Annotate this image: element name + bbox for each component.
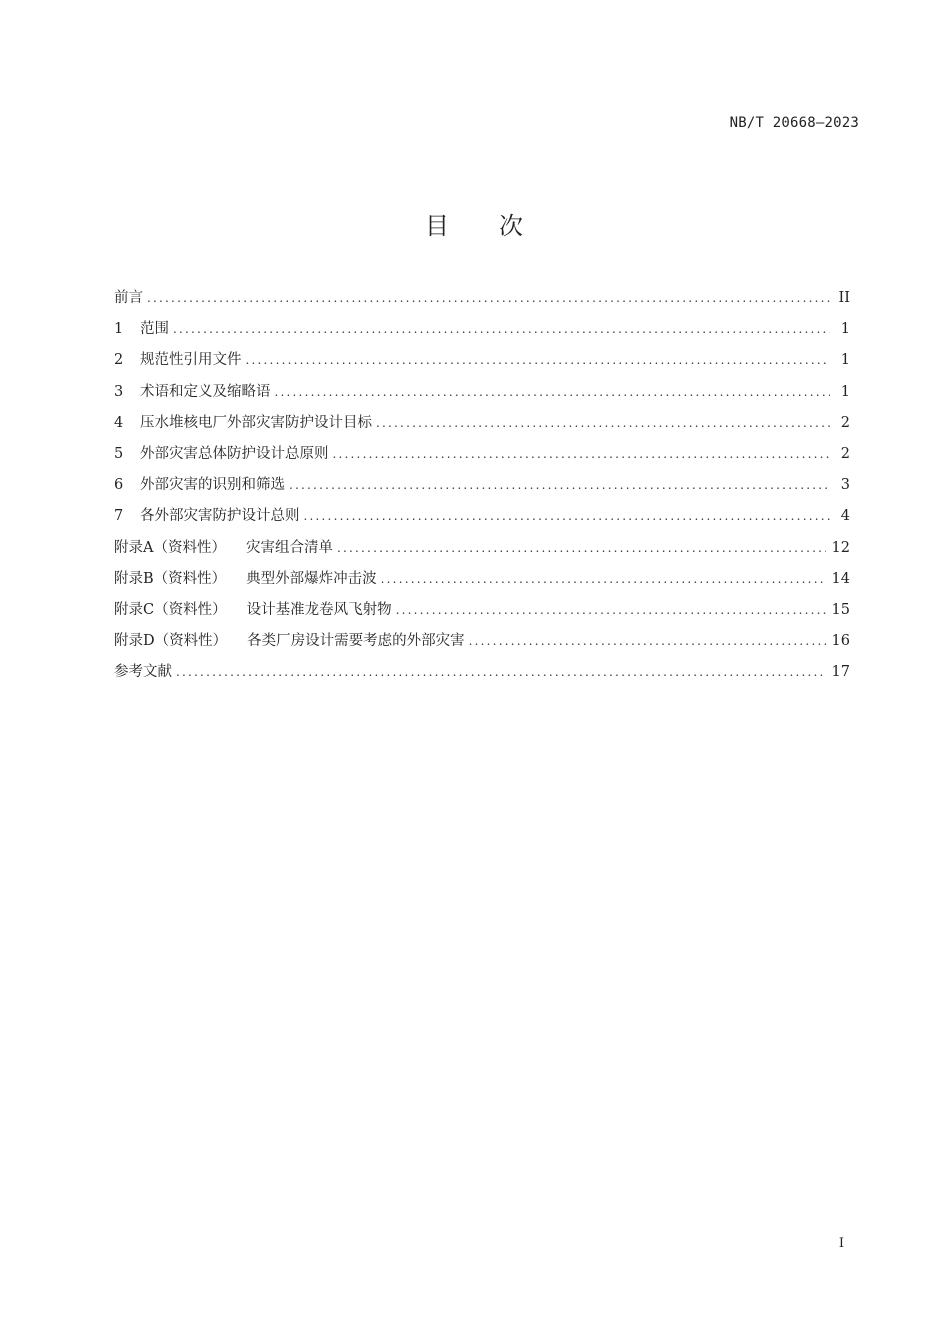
toc-entry-clause-3[interactable] <box>114 379 850 410</box>
toc-dot-leader <box>246 347 831 373</box>
toc-entry-annex-c[interactable] <box>114 597 850 628</box>
toc-entry-label <box>114 535 337 561</box>
toc-entry-bibliography[interactable] <box>114 659 850 690</box>
toc-page-number: 4 <box>840 508 850 525</box>
toc-dot-leader <box>396 597 826 623</box>
toc-entry-clause-7[interactable] <box>114 503 850 534</box>
toc-entry-label: 5 外部灾害总体防护设计总原则 <box>114 441 333 467</box>
page-title <box>0 206 950 241</box>
toc-page-number: 15 <box>831 601 850 618</box>
toc-annex-title: 典型外部爆炸冲击波 <box>246 570 377 587</box>
toc-clause-number: 2 <box>114 352 124 369</box>
toc-dot-leader <box>376 410 830 436</box>
toc-clause-number: 5 <box>114 445 124 462</box>
toc-clause-number: 4 <box>114 414 124 431</box>
toc-annex-code: 附录D（资料性） <box>114 633 228 650</box>
toc-page-number: 3 <box>840 477 850 494</box>
toc-annex-code: 附录B（资料性） <box>114 570 227 587</box>
toc-page-number: 1 <box>840 321 850 338</box>
toc-page-number: 12 <box>831 539 850 556</box>
toc-entry-label <box>114 628 469 654</box>
toc-entry-clause-6[interactable] <box>114 472 850 503</box>
toc-page-number: 1 <box>840 383 850 400</box>
toc-dot-leader <box>173 316 830 342</box>
toc-entry-annex-d[interactable] <box>114 628 850 659</box>
page-title-char-2: 次 <box>499 212 525 240</box>
toc-page-number: 1 <box>840 352 850 369</box>
standard-number: NB/T 20668—2023 <box>729 115 859 131</box>
toc-entry-label: 7 各外部灾害防护设计总则 <box>114 503 304 529</box>
toc-dot-leader <box>381 566 826 592</box>
toc-annex-code: 附录C（资料性） <box>114 601 227 618</box>
toc-dot-leader <box>469 628 826 654</box>
toc-page-number: 2 <box>840 445 850 462</box>
toc-entry-label: 参考文献 <box>114 664 172 681</box>
toc-entry-clause-1[interactable] <box>114 316 850 347</box>
table-of-contents <box>114 285 850 690</box>
toc-entry-label: 4 压水堆核电厂外部灾害防护设计目标 <box>114 410 376 436</box>
toc-dot-leader <box>304 503 831 529</box>
toc-clause-number: 1 <box>114 321 124 338</box>
toc-entry-annex-a[interactable] <box>114 535 850 566</box>
toc-entry-label: 6 外部灾害的识别和筛选 <box>114 472 289 498</box>
toc-clause-number: 6 <box>114 477 124 494</box>
page-title-char-1: 目 <box>425 212 451 240</box>
page-number-footer: I <box>838 1236 844 1251</box>
toc-annex-title: 灾害组合清单 <box>245 539 333 556</box>
toc-entry-clause-4[interactable] <box>114 410 850 441</box>
toc-entry-annex-b[interactable] <box>114 566 850 597</box>
toc-entry-label: 前言 <box>114 290 143 306</box>
toc-entry-clause-5[interactable] <box>114 441 850 472</box>
toc-entry-label <box>114 597 396 623</box>
toc-entry-label: 1 范围 <box>114 316 173 342</box>
toc-page-number: 16 <box>831 633 850 650</box>
toc-dot-leader <box>333 441 831 467</box>
toc-entry-label <box>114 566 381 592</box>
toc-page-number: 14 <box>831 570 850 587</box>
toc-entry-clause-2[interactable] <box>114 347 850 378</box>
toc-clause-number: 7 <box>114 508 124 525</box>
toc-annex-title: 设计基准龙卷风飞射物 <box>246 601 392 618</box>
toc-page-number: 17 <box>831 664 850 681</box>
toc-dot-leader <box>275 379 831 405</box>
toc-page-number: 2 <box>840 414 850 431</box>
toc-dot-leader <box>289 472 830 498</box>
toc-dot-leader <box>337 535 826 561</box>
toc-entry-foreword[interactable] <box>114 285 850 316</box>
toc-dot-leader <box>147 285 830 311</box>
toc-annex-title: 各类厂房设计需要考虑的外部灾害 <box>247 633 465 650</box>
toc-entry-label: 2 规范性引用文件 <box>114 347 246 373</box>
toc-entry-label: 3 术语和定义及缩略语 <box>114 379 275 405</box>
toc-page-number: II <box>838 290 850 306</box>
toc-annex-code: 附录A（资料性） <box>114 539 226 556</box>
toc-dot-leader <box>176 659 826 685</box>
toc-clause-number: 3 <box>114 383 124 400</box>
